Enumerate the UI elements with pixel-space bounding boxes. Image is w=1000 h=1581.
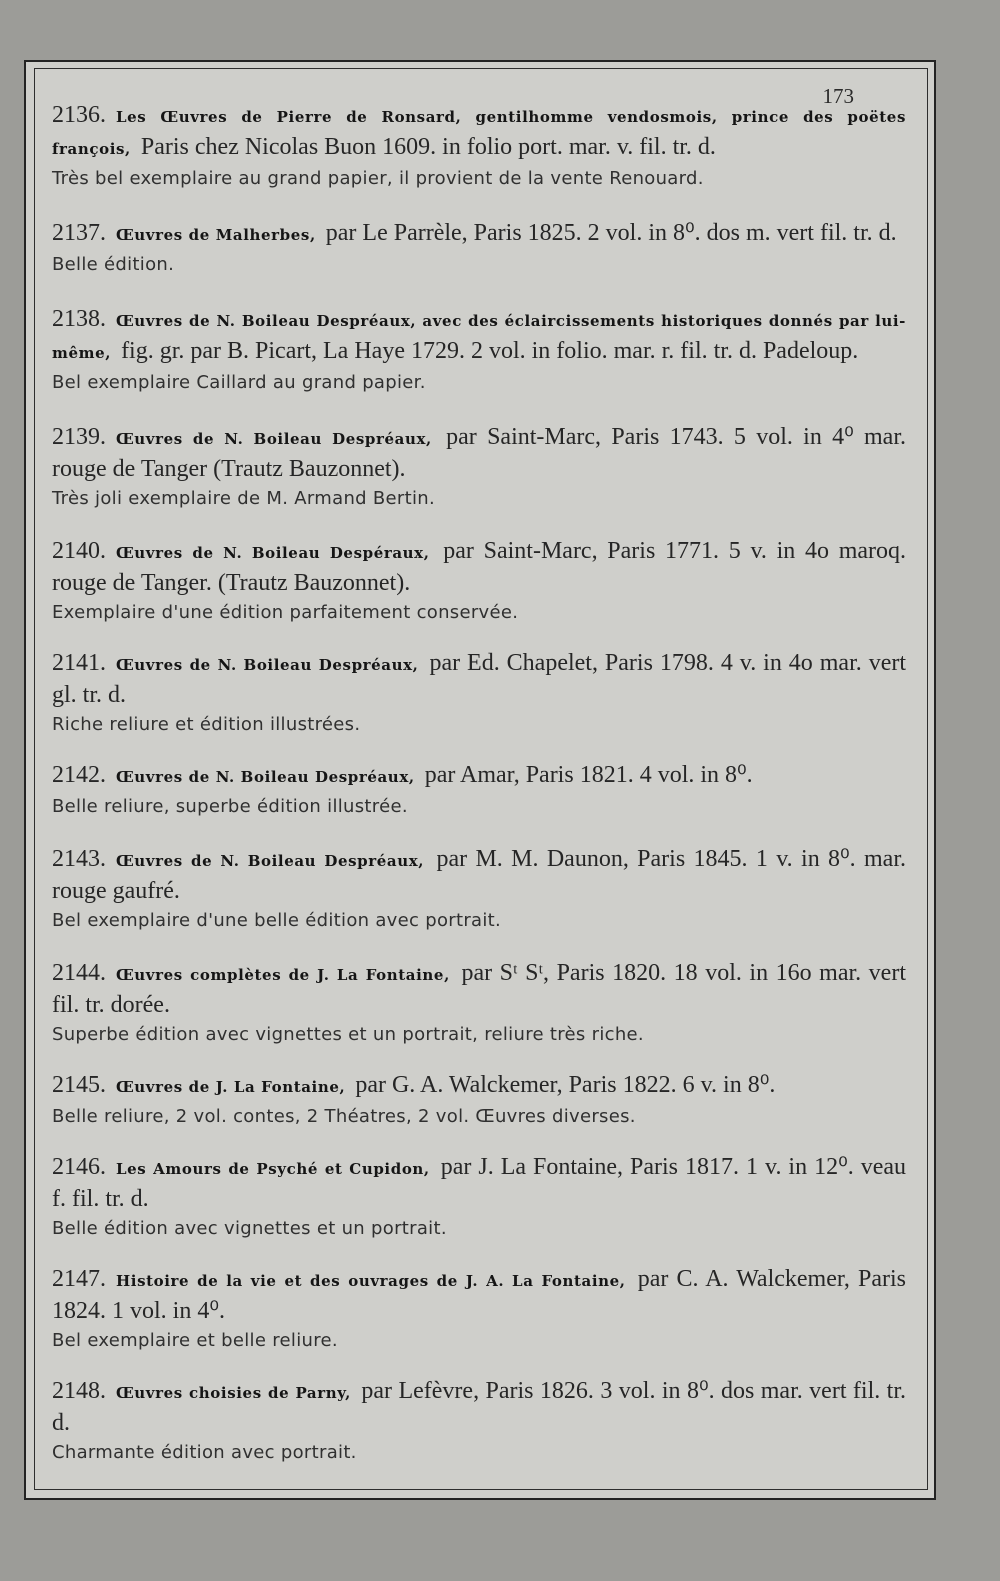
- entry-note: Belle reliure, 2 vol. contes, 2 Théatres, 2 vol. Œuvres diverses.: [52, 1106, 636, 1127]
- entry-title: Les Œuvres de Pierre de Ronsard, gentilhomme vendosmois, prince des poëtes françois,: [52, 108, 906, 158]
- entry-note: Belle édition avec vignettes et un portrait.: [52, 1218, 447, 1239]
- entry-details: par J. La Fontaine, Paris 1817. 1 v. in 12⁰. veau f. fil. tr. d.: [52, 1154, 907, 1212]
- entry-number: 2146.: [52, 1154, 106, 1180]
- entry-details: par Sᵗ Sᵗ, Paris 1820. 18 vol. in 16o mar. vert fil. tr. dorée.: [52, 960, 906, 1018]
- entry-title: Œuvres de N. Boileau Despréaux,: [116, 656, 419, 674]
- entry-title: Œuvres de N. Boileau Despéraux,: [116, 544, 430, 562]
- entry-note: Bel exemplaire Caillard au grand papier.: [52, 372, 426, 393]
- entry-main-text: [52, 844, 906, 906]
- entry-note: Très bel exemplaire au grand papier, il provient de la vente Renouard.: [52, 168, 704, 189]
- entry-note: Riche reliure et édition illustrées.: [52, 714, 361, 735]
- page-number: 173: [822, 84, 854, 108]
- entry-note: Charmante édition avec portrait.: [52, 1442, 357, 1463]
- entry-details: par Saint-Marc, Paris 1743. 5 vol. in 4⁰ mar. rouge de Tanger (Trautz Bauzonnet).: [52, 424, 907, 482]
- catalogue-entry: [52, 1264, 906, 1354]
- entry-note: Belle reliure, superbe édition illustrée.: [52, 796, 408, 817]
- catalogue-entry: [52, 100, 906, 192]
- catalogue-entry: [52, 844, 906, 934]
- entry-details: par G. A. Walckemer, Paris 1822. 6 v. in 8⁰.: [355, 1072, 776, 1098]
- entry-details: par Ed. Chapelet, Paris 1798. 4 v. in 4o mar. vert gl. tr. d.: [52, 650, 906, 708]
- entries-list: [52, 100, 906, 1466]
- entry-details: par Amar, Paris 1821. 4 vol. in 8⁰.: [424, 762, 753, 788]
- catalogue-entry: [52, 304, 906, 396]
- entry-note: Exemplaire d'une édition parfaitement conservée.: [52, 602, 519, 623]
- entry-details: par M. M. Daunon, Paris 1845. 1 v. in 8⁰. mar. rouge gaufré.: [52, 846, 907, 904]
- entry-number: 2139.: [52, 424, 106, 450]
- entry-number: 2147.: [52, 1266, 106, 1292]
- entry-details: par Le Parrèle, Paris 1825. 2 vol. in 8⁰. dos m. vert fil. tr. d.: [325, 220, 897, 246]
- entry-number: 2145.: [52, 1072, 106, 1098]
- catalogue-entry: [52, 958, 906, 1048]
- entry-details: par C. A. Walckemer, Paris 1824. 1 vol. in 4⁰.: [52, 1266, 907, 1324]
- entry-title: Les Amours de Psyché et Cupidon,: [116, 1160, 430, 1178]
- entry-title: Histoire de la vie et des ouvrages de J. A. La Fontaine,: [116, 1272, 626, 1290]
- entry-number: 2136.: [52, 102, 106, 128]
- catalogue-entry: [52, 1070, 906, 1130]
- entry-note: Bel exemplaire d'une belle édition avec portrait.: [52, 910, 502, 931]
- entry-title: Œuvres de N. Boileau Despréaux,: [116, 852, 425, 870]
- entry-title: Œuvres de J. La Fontaine,: [116, 1078, 346, 1096]
- catalogue-page: [24, 60, 936, 1500]
- entry-main-text: [52, 422, 906, 484]
- entry-main-text: [52, 1376, 906, 1438]
- entry-main-text: [52, 1264, 906, 1326]
- entry-details: fig. gr. par B. Picart, La Haye 1729. 2 vol. in folio. mar. r. fil. tr. d. Padeloup.: [121, 338, 859, 364]
- entry-main-text: [52, 536, 906, 598]
- entry-number: 2141.: [52, 650, 106, 676]
- entry-title: Œuvres de N. Boileau Despréaux,: [116, 768, 415, 786]
- catalogue-entry: [52, 422, 906, 512]
- entry-main-text: [52, 1152, 906, 1214]
- catalogue-entry: [52, 1376, 906, 1466]
- entry-title: Œuvres choisies de Parny,: [116, 1384, 351, 1402]
- entry-number: 2137.: [52, 220, 106, 246]
- entry-title: Œuvres complètes de J. La Fontaine,: [116, 966, 450, 984]
- entry-main-text: [52, 648, 906, 710]
- entry-details: Paris chez Nicolas Buon 1609. in folio port. mar. v. fil. tr. d.: [140, 134, 716, 160]
- catalogue-entry: [52, 760, 906, 820]
- entry-note: Bel exemplaire et belle reliure.: [52, 1330, 338, 1351]
- entry-main-text: [52, 100, 906, 164]
- catalogue-entry: [52, 218, 906, 278]
- entry-number: 2143.: [52, 846, 106, 872]
- entry-number: 2144.: [52, 960, 106, 986]
- entry-details: par Lefèvre, Paris 1826. 3 vol. in 8⁰. dos mar. vert fil. tr. d.: [52, 1378, 906, 1436]
- catalogue-entry: [52, 536, 906, 626]
- entry-main-text: [52, 304, 906, 368]
- entry-note: Superbe édition avec vignettes et un portrait, reliure très riche.: [52, 1024, 644, 1045]
- entry-number: 2142.: [52, 762, 106, 788]
- entry-title: Œuvres de N. Boileau Despréaux,: [116, 430, 432, 448]
- entry-main-text: [52, 218, 906, 250]
- entry-main-text: [52, 760, 906, 792]
- entry-number: 2138.: [52, 306, 106, 332]
- entry-title: Œuvres de Malherbes,: [116, 226, 316, 244]
- catalogue-entry: [52, 648, 906, 738]
- entry-note: Très joli exemplaire de M. Armand Bertin.: [52, 488, 436, 509]
- entry-title: Œuvres de N. Boileau Despréaux, avec des éclaircissements historiques donnés par lui-même,: [52, 312, 906, 362]
- entry-main-text: [52, 958, 906, 1020]
- entry-main-text: [52, 1070, 906, 1102]
- entry-details: par Saint-Marc, Paris 1771. 5 v. in 4o maroq. rouge de Tanger. (Trautz Bauzonnet).: [52, 538, 907, 596]
- entry-note: Belle édition.: [52, 254, 175, 275]
- entry-number: 2140.: [52, 538, 106, 564]
- entry-number: 2148.: [52, 1378, 106, 1404]
- catalogue-entry: [52, 1152, 906, 1242]
